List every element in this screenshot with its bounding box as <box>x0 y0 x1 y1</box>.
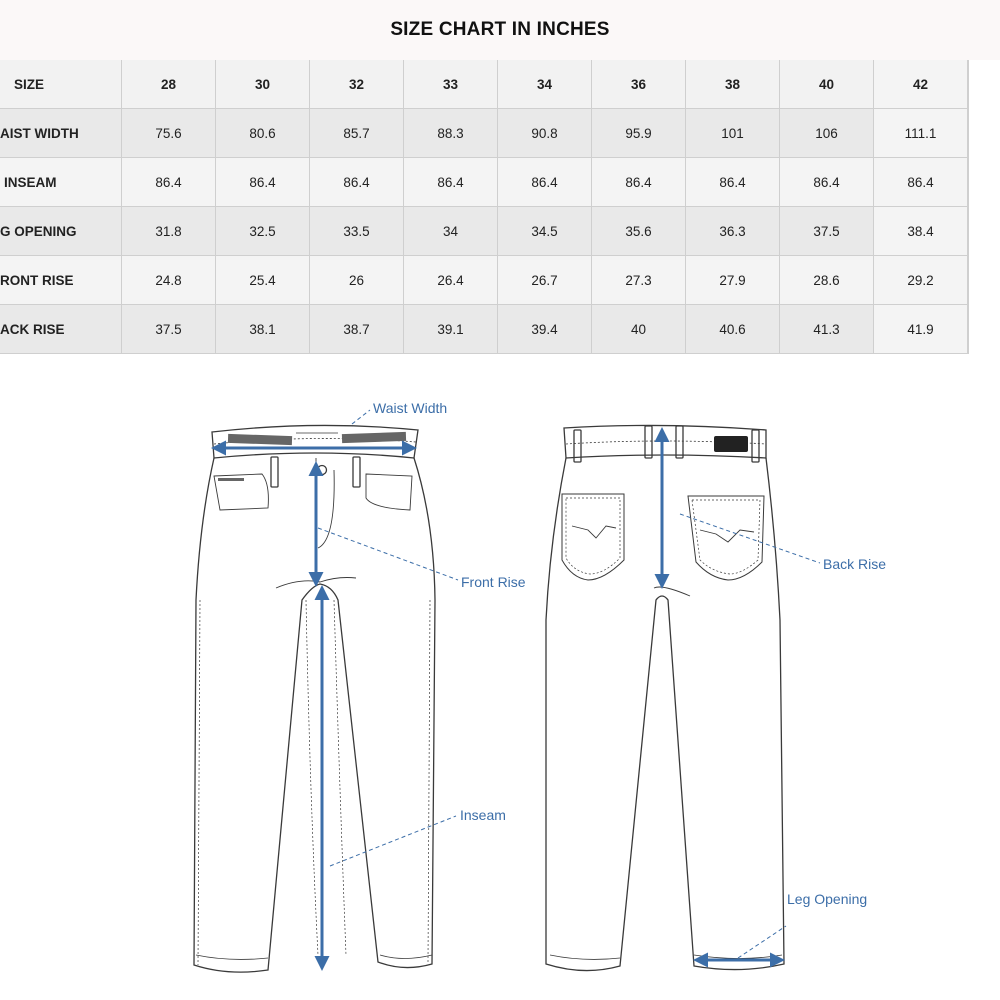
measurement-value-cell: 86.4 <box>498 158 592 207</box>
measurement-row-label <box>0 158 122 207</box>
measurement-value-cell: 40.6 <box>686 305 780 354</box>
measurement-value-cell: 39.4 <box>498 305 592 354</box>
size-column-header: 40 <box>780 60 874 109</box>
size-column-header: 30 <box>216 60 310 109</box>
empty-cell <box>968 158 969 207</box>
measurement-value-cell: 37.5 <box>122 305 216 354</box>
measurement-value-cell: 26.7 <box>498 256 592 305</box>
size-column-header: 28 <box>122 60 216 109</box>
back-jeans-illustration <box>546 425 784 970</box>
measurement-value-cell: 40 <box>592 305 686 354</box>
measurement-value-cell: 86.4 <box>686 158 780 207</box>
size-column-header: 36 <box>592 60 686 109</box>
measurement-value-cell: 38.7 <box>310 305 404 354</box>
measurement-value-cell: 33.5 <box>310 207 404 256</box>
measurement-value-cell: 86.4 <box>592 158 686 207</box>
measurement-value-cell: 106 <box>780 109 874 158</box>
page-title: SIZE CHART IN INCHES <box>390 19 610 40</box>
measurement-value-cell: 27.9 <box>686 256 780 305</box>
measurement-value-cell: 25.4 <box>216 256 310 305</box>
size-chart-table <box>0 60 1000 356</box>
front-rise-label: Front Rise <box>461 574 526 590</box>
size-column-header: 33 <box>404 60 498 109</box>
empty-cell <box>968 109 969 158</box>
measurement-row-label <box>0 256 122 305</box>
size-column-header: 42 <box>874 60 968 109</box>
row-label-text: G OPENING <box>0 223 77 239</box>
measurement-value-cell: 101 <box>686 109 780 158</box>
measurement-value-cell: 95.9 <box>592 109 686 158</box>
measurement-value-cell: 80.6 <box>216 109 310 158</box>
size-column-header: 38 <box>686 60 780 109</box>
empty-cell <box>968 60 969 109</box>
empty-cell <box>968 256 969 305</box>
measurement-arrows <box>214 430 782 968</box>
measurement-value-cell: 35.6 <box>592 207 686 256</box>
empty-cell <box>968 207 969 256</box>
measurement-value-cell: 86.4 <box>216 158 310 207</box>
measurement-value-cell: 27.3 <box>592 256 686 305</box>
measurement-value-cell: 86.4 <box>310 158 404 207</box>
row-label-text: AIST WIDTH <box>0 125 79 141</box>
measurement-value-cell: 88.3 <box>404 109 498 158</box>
jeans-measurement-diagram <box>0 356 1000 1000</box>
measurement-value-cell: 41.9 <box>874 305 968 354</box>
row-label-text: ACK RISE <box>0 321 65 337</box>
measurement-value-cell: 37.5 <box>780 207 874 256</box>
measurement-value-cell: 75.6 <box>122 109 216 158</box>
measurement-value-cell: 26 <box>310 256 404 305</box>
measurement-value-cell: 38.1 <box>216 305 310 354</box>
measurement-value-cell: 86.4 <box>780 158 874 207</box>
measurement-row-label <box>0 305 122 354</box>
inseam-label: Inseam <box>460 807 506 823</box>
measurement-value-cell: 39.1 <box>404 305 498 354</box>
size-column-header: 32 <box>310 60 404 109</box>
measurement-row-label <box>0 109 122 158</box>
measurement-value-cell: 24.8 <box>122 256 216 305</box>
leg-opening-label: Leg Opening <box>787 891 868 907</box>
measurement-value-cell: 32.5 <box>216 207 310 256</box>
measurement-value-cell: 86.4 <box>874 158 968 207</box>
measurement-value-cell: 86.4 <box>404 158 498 207</box>
back-rise-label: Back Rise <box>823 556 887 572</box>
measurement-value-cell: 31.8 <box>122 207 216 256</box>
row-label-text: RONT RISE <box>0 272 74 288</box>
measurement-value-cell: 29.2 <box>874 256 968 305</box>
measurement-value-cell: 111.1 <box>874 109 968 158</box>
measurement-value-cell: 26.4 <box>404 256 498 305</box>
measurement-value-cell: 28.6 <box>780 256 874 305</box>
measurement-value-cell: 85.7 <box>310 109 404 158</box>
measurement-value-cell: 41.3 <box>780 305 874 354</box>
row-label-text: SIZE <box>14 76 45 92</box>
measurement-value-cell: 34 <box>404 207 498 256</box>
size-header-label <box>0 60 122 109</box>
waist-width-label: Waist Width <box>373 400 448 416</box>
measurement-value-cell: 34.5 <box>498 207 592 256</box>
size-column-header: 34 <box>498 60 592 109</box>
empty-cell <box>968 305 969 354</box>
measurement-value-cell: 38.4 <box>874 207 968 256</box>
leader-lines <box>318 410 820 958</box>
measurement-row-label <box>0 207 122 256</box>
back-body-outline <box>546 458 784 971</box>
measurement-value-cell: 90.8 <box>498 109 592 158</box>
row-label-text: INSEAM <box>4 174 57 190</box>
measurement-value-cell: 36.3 <box>686 207 780 256</box>
measurement-value-cell: 86.4 <box>122 158 216 207</box>
